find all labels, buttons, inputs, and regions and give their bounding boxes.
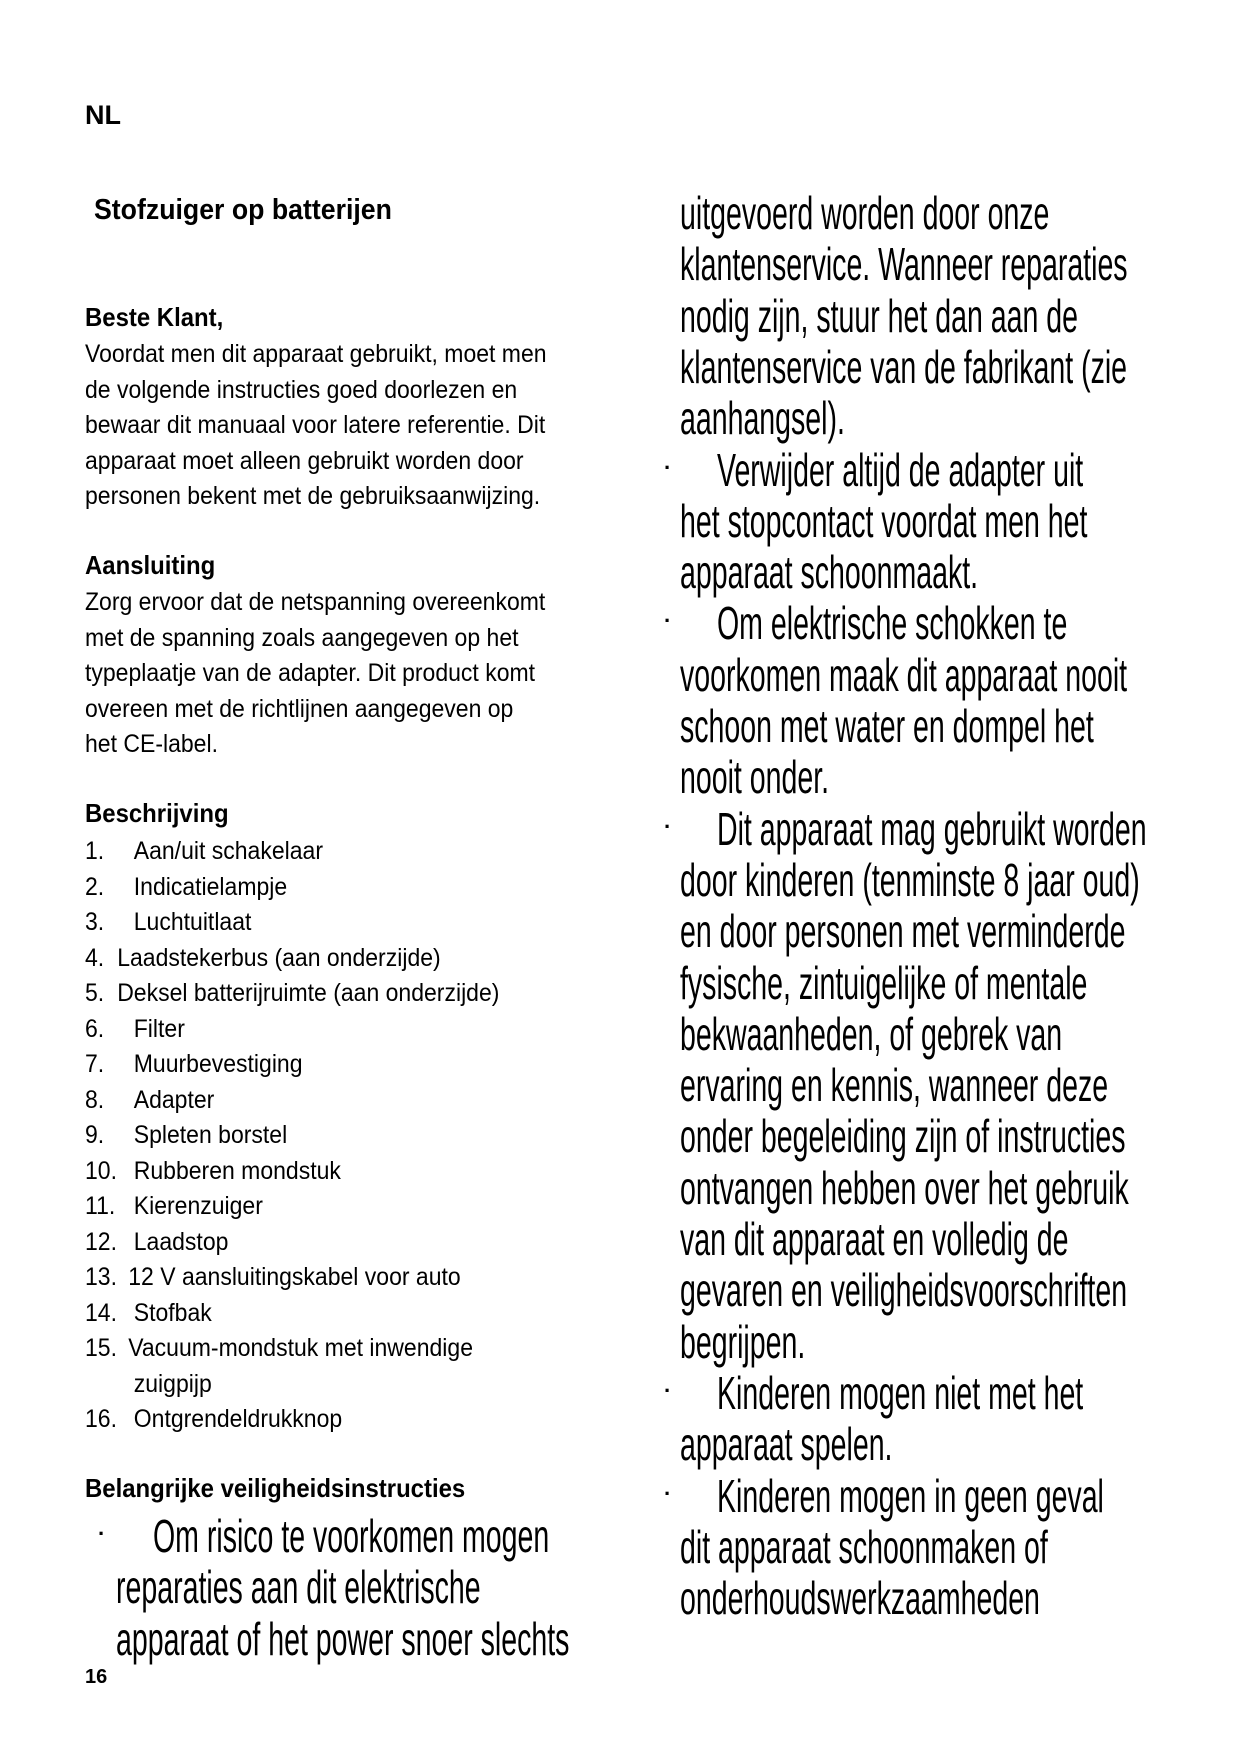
item-number: 3. — [85, 908, 105, 936]
item-number: 16. — [85, 1405, 117, 1433]
safety-line: apparaat of het power snoer slechts — [116, 1612, 570, 1665]
list-item — [85, 1047, 303, 1083]
item-number: 15. — [85, 1334, 117, 1362]
safety-line: ontvangen hebben over het gebruik — [680, 1161, 1129, 1214]
item-number: 13. — [85, 1263, 117, 1291]
item-label: Indicatielampje — [133, 872, 288, 901]
item-label: Luchtuitlaat — [133, 908, 252, 936]
safety-line: Dit apparaat mag gebruikt worden — [717, 802, 1147, 855]
item-number: 5. — [85, 979, 105, 1007]
paragraph-line: overeen met de richtlijnen aangegeven op — [85, 694, 514, 723]
safety-line: Om elektrische schokken te — [717, 597, 1068, 650]
item-label: Aan/uit schakelaar — [133, 837, 323, 865]
list-item — [85, 1154, 341, 1190]
safety-line: onderhoudswerkzaamheden — [680, 1572, 1040, 1625]
item-label: Adapter — [133, 1085, 215, 1114]
paragraph-line: bewaar dit manuaal voor latere referentie. Dit — [85, 411, 546, 439]
list-item — [85, 1402, 342, 1438]
item-label: Stofbak — [133, 1298, 212, 1327]
safety-line: door kinderen (tenminste 8 jaar oud) — [680, 853, 1140, 906]
item-number: 4. — [85, 943, 105, 972]
item-number: 7. — [85, 1050, 105, 1078]
safety-line: Verwijder altijd de adapter uit — [717, 443, 1084, 496]
bullet-icon: · — [664, 454, 672, 480]
safety-line: Kinderen mogen niet met het — [717, 1366, 1084, 1419]
list-item — [85, 1083, 214, 1119]
item-number: 8. — [85, 1085, 105, 1114]
item-number: 6. — [85, 1014, 105, 1043]
item-label: Rubberen mondstuk — [133, 1156, 341, 1185]
safety-line: apparaat schoonmaakt. — [680, 546, 979, 599]
item-number: 2. — [85, 872, 105, 901]
safety-line: schoon met water en dompel het — [680, 700, 1094, 752]
item-number: 10. — [85, 1156, 117, 1185]
item-number: 1. — [85, 837, 105, 865]
item-label: Spleten borstel — [133, 1121, 288, 1149]
safety-line: begrijpen. — [680, 1315, 806, 1368]
language-code: NL — [85, 100, 121, 130]
list-item — [85, 941, 441, 977]
list-item — [85, 1118, 287, 1154]
safety-line: en door personen met verminderde — [680, 905, 1126, 958]
item-number: 11. — [85, 1192, 116, 1220]
list-item — [85, 905, 251, 941]
safety-line: aanhangsel). — [680, 392, 845, 445]
paragraph-line: het CE-label. — [85, 730, 218, 758]
list-item — [85, 1225, 228, 1261]
item-label: Vacuum-mondstuk met inwendige — [128, 1334, 473, 1362]
safety-line: Kinderen mogen in geen geval — [717, 1469, 1104, 1522]
safety-line: bekwaanheden, of gebrek van — [680, 1007, 1063, 1060]
page-number: 16 — [85, 1666, 108, 1688]
bullet-icon: · — [664, 813, 672, 839]
bullet-icon: · — [664, 1480, 672, 1506]
item-label: Laadstop — [133, 1227, 229, 1256]
list-item — [85, 1331, 473, 1367]
item-label: Kierenzuiger — [133, 1192, 263, 1220]
safety-line: Om risico te voorkomen mogen — [153, 1510, 550, 1562]
list-item — [85, 870, 287, 906]
safety-line: klantenservice. Wanneer reparaties — [680, 238, 1128, 291]
paragraph-line: apparaat moet alleen gebruikt worden door — [85, 446, 524, 475]
safety-line: klantenservice van de fabrikant (zie — [680, 340, 1128, 393]
list-item — [85, 1189, 263, 1225]
list-item — [85, 1012, 185, 1048]
safety-line: gevaren en veiligheidsvoorschriften — [680, 1264, 1128, 1317]
bullet-icon: · — [98, 1521, 106, 1546]
safety-line: nodig zijn, stuur het dan aan de — [680, 289, 1078, 342]
safety-line: het stopcontact voordat men het — [680, 494, 1088, 547]
item-label: Deksel batterijruimte (aan onderzijde) — [117, 979, 500, 1007]
item-number: 14. — [85, 1298, 117, 1327]
safety-line: dit apparaat schoonmaken of — [680, 1520, 1048, 1573]
item-label: Filter — [133, 1014, 185, 1043]
safety-line: onder begeleiding zijn of instructies — [680, 1110, 1126, 1163]
paragraph-line: Voordat men dit apparaat gebruikt, moet men — [85, 340, 547, 368]
paragraph-line: Zorg ervoor dat de netspanning overeenkomt — [85, 588, 546, 616]
safety-line: van dit apparaat en volledig de — [680, 1213, 1069, 1265]
connection-heading: Aansluiting — [85, 550, 216, 580]
bullet-icon: · — [664, 608, 672, 634]
safety-line: ervaring en kennis, wanneer deze — [680, 1059, 1109, 1112]
item-label: Muurbevestiging — [133, 1050, 303, 1078]
safety-line: nooit onder. — [680, 751, 830, 804]
bullet-icon: · — [664, 1377, 672, 1403]
safety-line: reparaties aan dit elektrische — [116, 1561, 481, 1614]
list-item — [85, 1296, 212, 1332]
description-heading: Beschrijving — [85, 798, 229, 828]
item-label: Ontgrendeldrukknop — [133, 1405, 343, 1433]
list-item — [85, 1260, 461, 1296]
item-label: zuigpijp — [133, 1369, 212, 1398]
list-item — [85, 1367, 212, 1403]
safety-line: voorkomen maak dit apparaat nooit — [680, 648, 1128, 701]
item-label: 12 V aansluitingskabel voor auto — [128, 1263, 461, 1291]
safety-line: fysische, zintuigelijke of mentale — [680, 956, 1088, 1009]
paragraph-line: de volgende instructies goed doorlezen en — [85, 375, 518, 404]
safety-heading: Belangrijke veiligheidsinstructies — [85, 1473, 466, 1503]
paragraph-line: personen bekent met de gebruiksaanwijzing. — [85, 482, 541, 510]
greeting-heading: Beste Klant, — [85, 302, 224, 332]
safety-line: uitgevoerd worden door onze — [680, 187, 1050, 239]
paragraph-line: typeplaatje van de adapter. Dit product komt — [85, 659, 536, 687]
document-title: Stofzuiger op batterijen — [94, 194, 392, 226]
item-number: 9. — [85, 1121, 105, 1149]
safety-line: apparaat spelen. — [680, 1418, 893, 1471]
list-item — [85, 976, 499, 1012]
item-number: 12. — [85, 1227, 117, 1256]
paragraph-line: met de spanning zoals aangegeven op het — [85, 623, 519, 652]
list-item — [85, 834, 323, 870]
item-label: Laadstekerbus (aan onderzijde) — [117, 943, 441, 972]
